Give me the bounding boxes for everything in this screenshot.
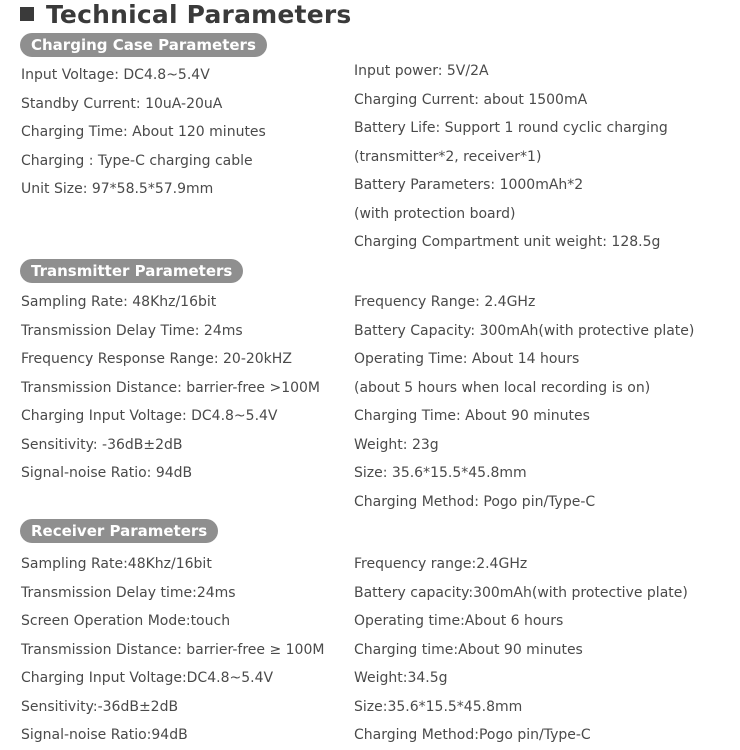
spec-item: Charging Time: About 90 minutes <box>354 408 590 424</box>
spec-item: (about 5 hours when local recording is on) <box>354 379 651 396</box>
spec-item: Charging Method: Pogo pin/Type-C <box>354 493 596 510</box>
spec-item: Sampling Rate:48Khz/16bit <box>21 556 212 572</box>
section-heading-transmitter: Transmitter Parameters <box>20 259 243 283</box>
spec-item: Transmission Distance: barrier-free ≥ 100M <box>21 641 325 658</box>
charging-case-left-list <box>21 61 266 204</box>
square-bullet-icon <box>20 7 34 21</box>
spec-item: Battery Life: Support 1 round cyclic charging <box>354 120 668 136</box>
spec-item: Charging Method:Pogo pin/Type-C <box>354 727 591 743</box>
spec-item: Weight:34.5g <box>354 670 448 686</box>
spec-item: Charging Time: About 120 minutes <box>21 124 266 140</box>
spec-item: Battery Capacity: 300mAh(with protective plate) <box>354 322 695 339</box>
page-title: Technical Parameters <box>46 0 352 29</box>
receiver-left-list <box>21 550 324 750</box>
page-header <box>20 0 351 28</box>
spec-item: Size:35.6*15.5*45.8mm <box>354 698 523 715</box>
spec-item: Charging Current: about 1500mA <box>354 91 588 108</box>
spec-item: Charging Input Voltage: DC4.8~5.4V <box>21 408 278 424</box>
charging-case-right-list <box>354 57 668 257</box>
spec-item: Sampling Rate: 48Khz/16bit <box>21 294 217 310</box>
spec-item: Transmission Delay time:24ms <box>21 584 236 601</box>
spec-item: Transmission Distance: barrier-free >100M <box>21 379 321 396</box>
section-heading-charging-case: Charging Case Parameters <box>20 33 267 57</box>
spec-item: Frequency range:2.4GHz <box>354 556 528 572</box>
spec-item: Sensitivity:-36dB±2dB <box>21 698 179 715</box>
transmitter-left-list <box>21 288 320 488</box>
spec-item: Battery Parameters: 1000mAh*2 <box>354 177 584 193</box>
spec-item: Charging Input Voltage:DC4.8~5.4V <box>21 670 274 686</box>
spec-item: Signal-noise Ratio:94dB <box>21 727 188 743</box>
spec-item: Operating time:About 6 hours <box>354 613 564 629</box>
spec-item: Frequency Range: 2.4GHz <box>354 294 536 310</box>
spec-item: Input power: 5V/2A <box>354 63 489 79</box>
spec-item: Battery capacity:300mAh(with protective plate) <box>354 584 688 601</box>
receiver-right-list <box>354 550 688 750</box>
spec-item: Standby Current: 10uA-20uA <box>21 95 223 112</box>
spec-item: Sensitivity: -36dB±2dB <box>21 436 183 453</box>
spec-item: Unit Size: 97*58.5*57.9mm <box>21 181 214 197</box>
section-heading-receiver: Receiver Parameters <box>20 519 218 543</box>
spec-item: Weight: 23g <box>354 436 439 453</box>
spec-item: Screen Operation Mode:touch <box>21 613 231 629</box>
spec-item: Transmission Delay Time: 24ms <box>21 322 243 339</box>
spec-item: (with protection board) <box>354 205 516 222</box>
spec-item: Charging Compartment unit weight: 128.5g <box>354 234 661 250</box>
spec-item: Operating Time: About 14 hours <box>354 351 580 367</box>
spec-item: Size: 35.6*15.5*45.8mm <box>354 465 527 481</box>
spec-item: Input Voltage: DC4.8~5.4V <box>21 67 210 83</box>
transmitter-right-list <box>354 288 694 516</box>
spec-item: Charging time:About 90 minutes <box>354 641 583 658</box>
spec-item: Frequency Response Range: 20-20kHZ <box>21 351 292 367</box>
spec-item: Signal-noise Ratio: 94dB <box>21 465 193 481</box>
spec-item: (transmitter*2, receiver*1) <box>354 148 542 165</box>
spec-item: Charging : Type-C charging cable <box>21 152 253 169</box>
